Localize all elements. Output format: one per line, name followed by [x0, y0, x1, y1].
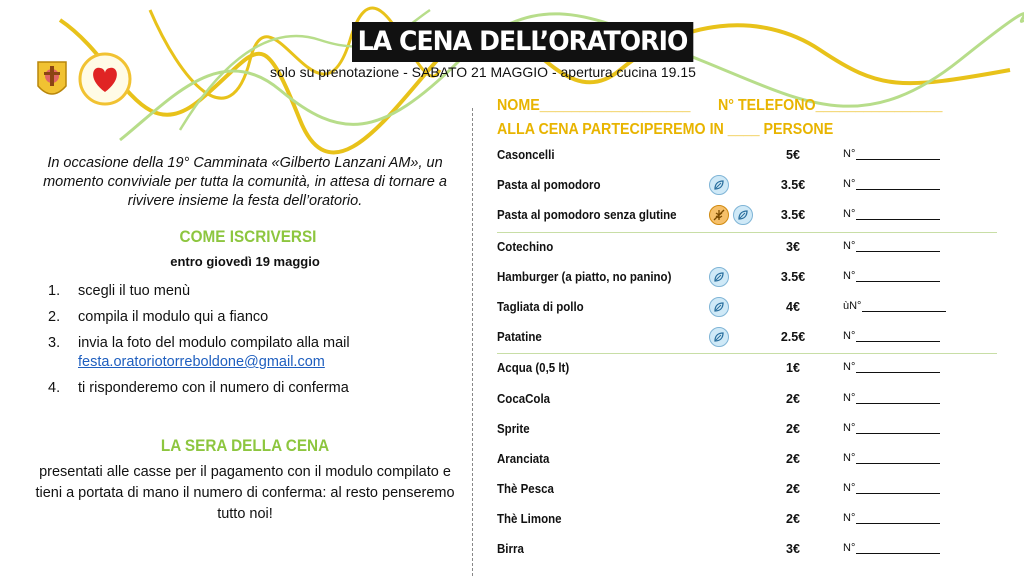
vegetarian-icon: [709, 297, 729, 317]
menu-item-price: 2€: [786, 482, 800, 497]
quantity-label: N°: [843, 208, 856, 221]
quantity-field[interactable]: [843, 512, 940, 524]
email-link[interactable]: festa.oratoriotorreboldone@gmail.com: [78, 354, 325, 370]
quantity-label: N°: [843, 361, 856, 374]
evening-text: presentati alle casse per il pagamento con il modulo compilato e tieni a portata di mano il numero di conferma: al resto penseremo tutto noi!: [35, 464, 455, 522]
step-item: 1. scegli il tuo menù: [48, 283, 191, 299]
quantity-blank-line[interactable]: [856, 148, 940, 160]
quantity-field[interactable]: [843, 482, 940, 494]
menu-item-row: [497, 415, 1007, 445]
quantity-blank-line[interactable]: [856, 542, 940, 554]
menu-item-name: Pasta al pomodoro: [497, 178, 601, 193]
menu-item-icons: [709, 267, 729, 287]
menu-item-row: [497, 535, 1007, 565]
quantity-field[interactable]: [843, 422, 940, 434]
quantity-field[interactable]: [843, 148, 940, 160]
quantity-label: N°: [843, 482, 856, 495]
menu-item-price: 2€: [786, 421, 800, 436]
quantity-blank-line[interactable]: [856, 178, 940, 190]
vegetarian-icon: [709, 267, 729, 287]
menu-item-price: 3.5€: [780, 208, 806, 223]
menu-item-row: [497, 141, 1007, 171]
menu-item-name: Hamburger (a piatto, no panino): [497, 269, 672, 284]
menu-item-row: [497, 263, 1007, 293]
menu-item-row: [497, 505, 1007, 535]
quantity-field[interactable]: [843, 300, 946, 312]
quantity-blank-line[interactable]: [856, 270, 940, 282]
step-item: 3. invia la foto del modulo compilato alla mail festa.oratoriotorreboldone@gmail.com: [48, 335, 350, 370]
intro-text: In occasione della 19° Camminata «Gilberto Lanzani AM», un momento conviviale per tutta la comunità, in attesa di tornare a rivivere insieme la festa dell’oratorio.: [43, 155, 447, 209]
quantity-blank-line[interactable]: [856, 392, 940, 404]
menu-item-name: CocaCola: [497, 391, 551, 406]
vegetarian-icon: [709, 327, 729, 347]
step-item: 2. compila il modulo qui a fianco: [48, 309, 269, 325]
quantity-field[interactable]: [843, 178, 940, 190]
menu-item-name: Acqua (0,5 lt): [497, 361, 570, 376]
menu-item-row: [497, 323, 1007, 353]
menu-item-row: [497, 445, 1007, 475]
quantity-field[interactable]: [843, 452, 940, 464]
menu-item-price: 3.5€: [780, 178, 806, 193]
registration-deadline: entro giovedì 19 maggio: [170, 254, 320, 269]
quantity-label: N°: [843, 512, 856, 525]
quantity-field[interactable]: [843, 270, 940, 282]
registration-steps: [48, 282, 448, 405]
menu-item-price: 2€: [786, 391, 800, 406]
oratorio-logo: [34, 58, 70, 104]
step-item: 4. ti risponderemo con il numero di conferma: [48, 380, 349, 396]
dashed-divider: [472, 108, 473, 576]
name-field-label[interactable]: NOME___________________: [497, 97, 691, 114]
quantity-label: N°: [843, 391, 856, 404]
quantity-blank-line[interactable]: [856, 240, 940, 252]
menu-item-name: Cotechino: [497, 239, 554, 254]
quantity-blank-line[interactable]: [856, 512, 940, 524]
menu-item-name: Birra: [497, 542, 524, 557]
quantity-field[interactable]: [843, 240, 940, 252]
menu-item-name: Thè Limone: [497, 512, 562, 527]
quantity-field[interactable]: [843, 208, 940, 220]
menu-item-name: Tagliata di pollo: [497, 299, 584, 314]
menu-item-price: 3.5€: [780, 269, 806, 284]
menu-item-price: 2€: [786, 451, 800, 466]
event-subtitle: solo su prenotazione - SABATO 21 MAGGIO - apertura cucina 19.15: [270, 64, 696, 80]
quantity-blank-line[interactable]: [856, 330, 940, 342]
quantity-blank-line[interactable]: [856, 208, 940, 220]
menu-item-row: [497, 475, 1007, 505]
menu-item-row: [497, 293, 1007, 323]
menu-item-price: 2.5€: [780, 330, 806, 345]
quantity-blank-line[interactable]: [856, 361, 940, 373]
menu-item-row: [497, 201, 1007, 231]
menu-item-price: 4€: [786, 299, 800, 314]
quantity-blank-line[interactable]: [856, 482, 940, 494]
menu-item-price: 1€: [786, 361, 800, 376]
menu-item-name: Sprite: [497, 421, 530, 436]
phone-field-label[interactable]: N° TELEFONO________________: [718, 97, 943, 114]
menu-item-icons: [709, 175, 729, 195]
menu-item-row: [497, 354, 1007, 384]
people-count-label[interactable]: ALLA CENA PARTECIPEREMO IN ____ PERSONE: [497, 121, 834, 138]
quantity-field[interactable]: [843, 392, 940, 404]
menu-item-icons: [709, 297, 729, 317]
quantity-label: N°: [843, 330, 856, 343]
menu-item-price: 3€: [786, 239, 800, 254]
quantity-field[interactable]: [843, 542, 940, 554]
menu-item-price: 5€: [786, 148, 800, 162]
menu-item-name: Casoncelli: [497, 148, 555, 162]
vegetarian-icon: [709, 175, 729, 195]
evening-heading: LA SERA DELLA CENA: [160, 436, 330, 455]
menu-item-row: [497, 233, 1007, 263]
quantity-blank-line[interactable]: [856, 452, 940, 464]
amici-del-cuore-logo: [78, 52, 132, 106]
gluten-free-icon: [709, 205, 729, 225]
quantity-label: N°: [843, 239, 856, 252]
quantity-label: N°: [843, 542, 856, 555]
menu-item-price: 2€: [786, 512, 800, 527]
menu-item-price: 3€: [786, 542, 800, 557]
quantity-blank-line[interactable]: [862, 300, 946, 312]
quantity-field[interactable]: [843, 330, 940, 342]
quantity-label: N°: [843, 451, 856, 464]
quantity-label: N°: [843, 421, 856, 434]
menu-item-name: Patatine: [497, 330, 542, 345]
how-to-register-heading: COME ISCRIVERSI: [179, 227, 317, 246]
vegetarian-icon: [733, 205, 753, 225]
quantity-blank-line[interactable]: [856, 422, 940, 434]
page-title: LA CENA DELL’ORATORIO: [352, 22, 693, 62]
menu-item-row: [497, 385, 1007, 415]
quantity-label: N°: [843, 148, 856, 160]
menu-item-row: [497, 171, 1007, 201]
menu-item-icons: [709, 327, 729, 347]
menu-item-icons: [709, 205, 753, 225]
quantity-label: N°: [843, 269, 856, 282]
menu-item-name: Aranciata: [497, 451, 550, 466]
menu-item-name: Thè Pesca: [497, 482, 554, 497]
quantity-label: ùN°: [843, 299, 862, 312]
quantity-label: N°: [843, 178, 856, 191]
menu-item-name: Pasta al pomodoro senza glutine: [497, 208, 677, 223]
quantity-field[interactable]: [843, 361, 940, 373]
menu-order-form: [497, 141, 1007, 566]
